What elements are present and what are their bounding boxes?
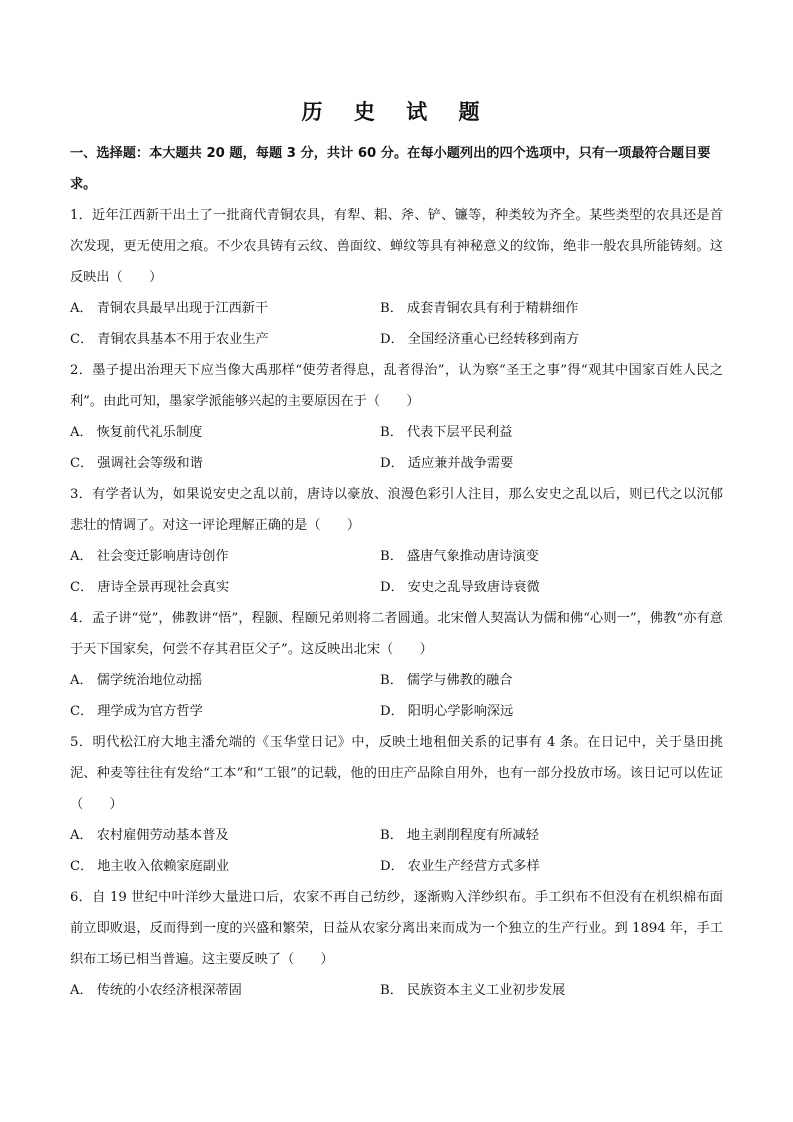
option-a[interactable] <box>70 665 380 696</box>
option-letter: B． <box>380 983 403 998</box>
option-d[interactable] <box>380 851 710 882</box>
option-text: 地主剥削程度有所减轻 <box>406 828 539 843</box>
option-list <box>70 820 723 882</box>
page-title: 历 史 试 题 <box>301 99 492 124</box>
option-b[interactable] <box>380 665 710 696</box>
option-a[interactable] <box>70 975 380 1006</box>
option-list <box>70 541 723 603</box>
option-letter: A． <box>70 828 93 843</box>
option-list <box>70 665 723 727</box>
question-4 <box>70 603 723 727</box>
option-letter: C． <box>70 859 94 874</box>
option-letter: B． <box>380 549 403 564</box>
option-letter: B． <box>380 425 403 440</box>
option-letter: A． <box>70 673 93 688</box>
option-letter: D． <box>380 456 404 471</box>
option-text: 民族资本主义工业初步发展 <box>406 983 566 998</box>
option-b[interactable] <box>380 293 710 324</box>
option-a[interactable] <box>70 293 380 324</box>
option-letter: A． <box>70 301 93 316</box>
option-a[interactable] <box>70 417 380 448</box>
question-stem: 6．自 19 世纪中叶洋纱大量进口后，农家不再自己纺纱，逐渐购入洋纱织布。手工织布不但没有在机织棉布面前立即败退，反而得到一度的兴盛和繁荣，日益从农家分离出来而成为一个独立的生产行业。到 1894 年，手工织布工场已相当普遍。这主要反映了（ ） <box>70 890 723 967</box>
option-text: 农业生产经营方式多样 <box>407 859 540 874</box>
option-text: 儒学与佛教的融合 <box>406 673 513 688</box>
question-2 <box>70 355 723 479</box>
option-d[interactable] <box>380 448 710 479</box>
option-text: 唐诗全景再现社会真实 <box>97 580 230 595</box>
option-letter: A． <box>70 983 93 998</box>
option-list <box>70 975 723 1006</box>
option-letter: D． <box>380 580 404 595</box>
option-a[interactable] <box>70 541 380 572</box>
option-text: 阳明心学影响深远 <box>407 704 514 719</box>
option-text: 青铜农具最早出现于江西新干 <box>96 301 269 316</box>
question-stem: 2．墨子提出治理天下应当像大禹那样“使劳者得息，乱者得治”，认为察“圣王之事”得“观其中国家百姓人民之利”。由此可知，墨家学派能够兴起的主要原因在于（ ） <box>70 363 723 409</box>
option-letter: C． <box>70 580 94 595</box>
option-letter: C． <box>70 332 94 347</box>
section-heading: 一、选择题：本大题共 20 题，每题 3 分，共计 60 分。在每小题列出的四个选项中，只有一项最符合题目要求。 <box>70 146 711 192</box>
option-text: 理学成为官方哲学 <box>97 704 203 719</box>
option-text: 成套青铜农具有利于精耕细作 <box>406 301 579 316</box>
option-letter: B． <box>380 301 403 316</box>
option-c[interactable] <box>70 324 380 355</box>
option-b[interactable] <box>380 975 710 1006</box>
question-stem: 3．有学者认为，如果说安史之乱以前，唐诗以豪放、浪漫色彩引人注目，那么安史之乱以后，则已代之以沉郁悲壮的情调了。对这一评论理解正确的是（ ） <box>70 487 723 533</box>
option-letter: A． <box>70 425 93 440</box>
option-b[interactable] <box>380 541 710 572</box>
option-c[interactable] <box>70 696 380 727</box>
question-stem: 4．孟子讲“觉”，佛教讲“悟”，程颢、程颐兄弟则将二者圆通。北宋僧人契嵩认为儒和佛“心则一”，佛教“亦有意于天下国家矣，何尝不存其君臣父子”。这反映出北宋（ ） <box>70 611 723 657</box>
option-letter: D． <box>380 704 404 719</box>
option-list <box>70 293 723 355</box>
option-text: 安史之乱导致唐诗衰微 <box>407 580 540 595</box>
option-letter: A． <box>70 549 93 564</box>
option-letter: B． <box>380 828 403 843</box>
option-text: 地主收入依赖家庭副业 <box>97 859 230 874</box>
option-text: 强调社会等级和谐 <box>97 456 203 471</box>
option-text: 儒学统治地位动摇 <box>96 673 203 688</box>
option-letter: B． <box>380 673 403 688</box>
option-text: 全国经济重心已经转移到南方 <box>407 332 580 347</box>
option-c[interactable] <box>70 572 380 603</box>
option-text: 盛唐气象推动唐诗演变 <box>406 549 539 564</box>
option-c[interactable] <box>70 448 380 479</box>
option-d[interactable] <box>380 572 710 603</box>
option-b[interactable] <box>380 820 710 851</box>
option-text: 恢复前代礼乐制度 <box>96 425 203 440</box>
option-text: 代表下层平民利益 <box>406 425 513 440</box>
question-stem: 1．近年江西新干出土了一批商代青铜农具，有犁、耜、斧、铲、镰等，种类较为齐全。某些类型的农具还是首次发现，更无使用之痕。不少农具铸有云纹、兽面纹、蝉纹等具有神秘意义的纹饰，绝非一般农具所能铸刻。这反映出（ ） <box>70 208 723 285</box>
question-1 <box>70 200 723 355</box>
option-d[interactable] <box>380 324 710 355</box>
option-text: 适应兼并战争需要 <box>407 456 514 471</box>
option-b[interactable] <box>380 417 710 448</box>
option-text: 青铜农具基本不用于农业生产 <box>97 332 269 347</box>
question-5 <box>70 727 723 882</box>
option-d[interactable] <box>380 696 710 727</box>
option-a[interactable] <box>70 820 380 851</box>
option-text: 农村雇佣劳动基本普及 <box>96 828 229 843</box>
option-text: 社会变迁影响唐诗创作 <box>96 549 229 564</box>
question-3 <box>70 479 723 603</box>
question-6 <box>70 882 723 1006</box>
question-stem: 5．明代松江府大地主潘允端的《玉华堂日记》中，反映土地租佃关系的记事有 4 条。在日记中，关于垦田挑泥、种麦等往往有发给“工本”和“工银”的记载，他的田庄产品除自用外，也有一部分投放市场。该日记可以佐证（ ） <box>70 735 723 812</box>
option-letter: C． <box>70 456 94 471</box>
option-letter: C． <box>70 704 94 719</box>
option-list <box>70 417 723 479</box>
option-letter: D． <box>380 332 404 347</box>
option-c[interactable] <box>70 851 380 882</box>
option-letter: D． <box>380 859 404 874</box>
option-text: 传统的小农经济根深蒂固 <box>96 983 242 998</box>
